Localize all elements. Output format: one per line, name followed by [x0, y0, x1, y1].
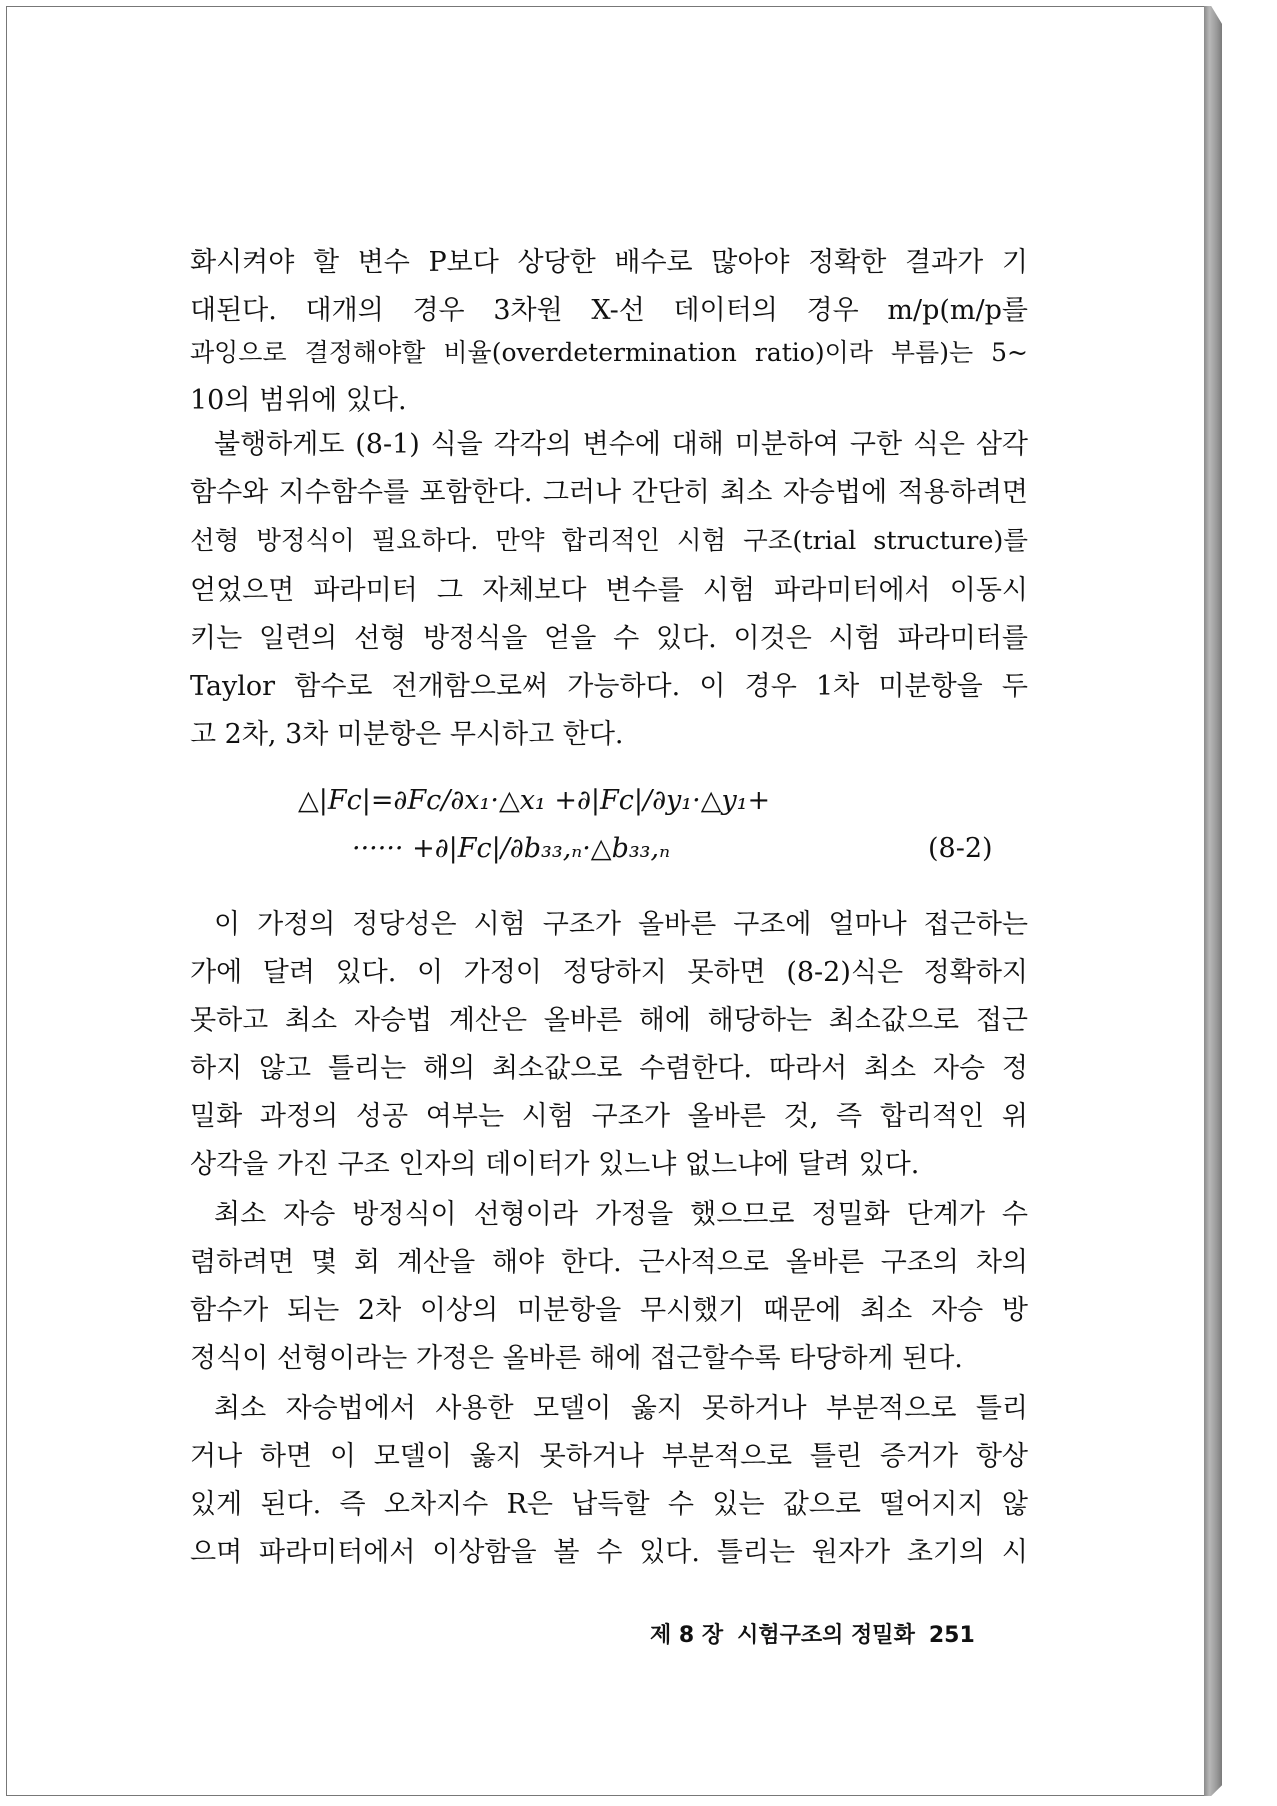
text-line: 불행하게도 (8-1) 식을 각각의 변수에 대해 미분하여 구한 식은 삼각 — [214, 429, 1028, 460]
text-line: 10의 범위에 있다. — [190, 385, 407, 416]
text-line: 있게 된다. 즉 오차지수 R은 납득할 수 있는 값으로 떨어지지 않 — [190, 1489, 1028, 1520]
text-line: 가에 달려 있다. 이 가정이 정당하지 못하면 (8-2)식은 정확하지 — [190, 957, 1028, 988]
equation-line-1: △|Fc|=∂Fc/∂x₁·△x₁ +∂|Fc|/∂y₁·△y₁+ — [298, 785, 771, 816]
text-line: 최소 자승법에서 사용한 모델이 옳지 못하거나 부분적으로 틀리 — [214, 1393, 1028, 1424]
text-line: 선형 방정식이 필요하다. 만약 합리적인 시험 구조(trial structure)를 — [190, 526, 1028, 556]
text-line: 못하고 최소 자승법 계산은 올바른 해에 해당하는 최소값으로 접근 — [190, 1005, 1028, 1036]
page-number: 251 — [928, 1623, 975, 1648]
chapter-label: 제 8 장 — [650, 1623, 724, 1648]
text-line: 키는 일련의 선형 방정식을 얻을 수 있다. 이것은 시험 파라미터를 — [190, 623, 1028, 654]
text-line: 화시켜야 할 변수 P보다 상당한 배수로 많아야 정확한 결과가 기 — [190, 247, 1028, 278]
text-line: 거나 하면 이 모델이 옳지 못하거나 부분적으로 틀린 증거가 항상 — [190, 1441, 1028, 1472]
text-line: 하지 않고 틀리는 해의 최소값으로 수렴한다. 따라서 최소 자승 정 — [190, 1053, 1028, 1084]
text-line: 얻었으면 파라미터 그 자체보다 변수를 시험 파라미터에서 이동시 — [190, 575, 1028, 606]
text-line: 고 2차, 3차 미분항은 무시하고 한다. — [190, 719, 624, 750]
text-line: Taylor 함수로 전개함으로써 가능하다. 이 경우 1차 미분항을 두 — [190, 671, 1028, 702]
equation-number: (8-2) — [928, 833, 993, 864]
text-line: 함수가 되는 2차 이상의 미분항을 무시했기 때문에 최소 자승 방 — [190, 1295, 1028, 1326]
text-line: 상각을 가진 구조 인자의 데이터가 있느냐 없느냐에 달려 있다. — [190, 1149, 920, 1180]
text-line: 최소 자승 방정식이 선형이라 가정을 했으므로 정밀화 단계가 수 — [214, 1199, 1028, 1230]
text-line: 정식이 선형이라는 가정은 올바른 해에 접근할수록 타당하게 된다. — [190, 1343, 963, 1374]
text-line: 과잉으로 결정해야할 비율(overdetermination ratio)이라 부름)는 5~ — [190, 338, 1028, 367]
text-line: 함수와 지수함수를 포함한다. 그러나 간단히 최소 자승법에 적용하려면 — [190, 477, 1028, 508]
text-line: 대된다. 대개의 경우 3차원 X-선 데이터의 경우 m/p(m/p를 — [190, 295, 1028, 326]
text-line: 이 가정의 정당성은 시험 구조가 올바른 구조에 얼마나 접근하는 — [214, 909, 1028, 940]
text-line: 으며 파라미터에서 이상함을 볼 수 있다. 틀리는 원자가 초기의 시 — [190, 1537, 1028, 1568]
text-line: 렴하려면 몇 회 계산을 해야 한다. 근사적으로 올바른 구조의 차의 — [190, 1247, 1028, 1278]
running-footer — [650, 1622, 1030, 1650]
page-edge-shadow — [1204, 6, 1222, 1796]
chapter-title: 시험구조의 정밀화 — [737, 1623, 915, 1648]
text-line: 밀화 과정의 성공 여부는 시험 구조가 올바른 것, 즉 합리적인 위 — [190, 1101, 1028, 1132]
equation-line-2: ······ +∂|Fc|/∂b₃₃,ₙ·△b₃₃,ₙ — [352, 833, 671, 864]
